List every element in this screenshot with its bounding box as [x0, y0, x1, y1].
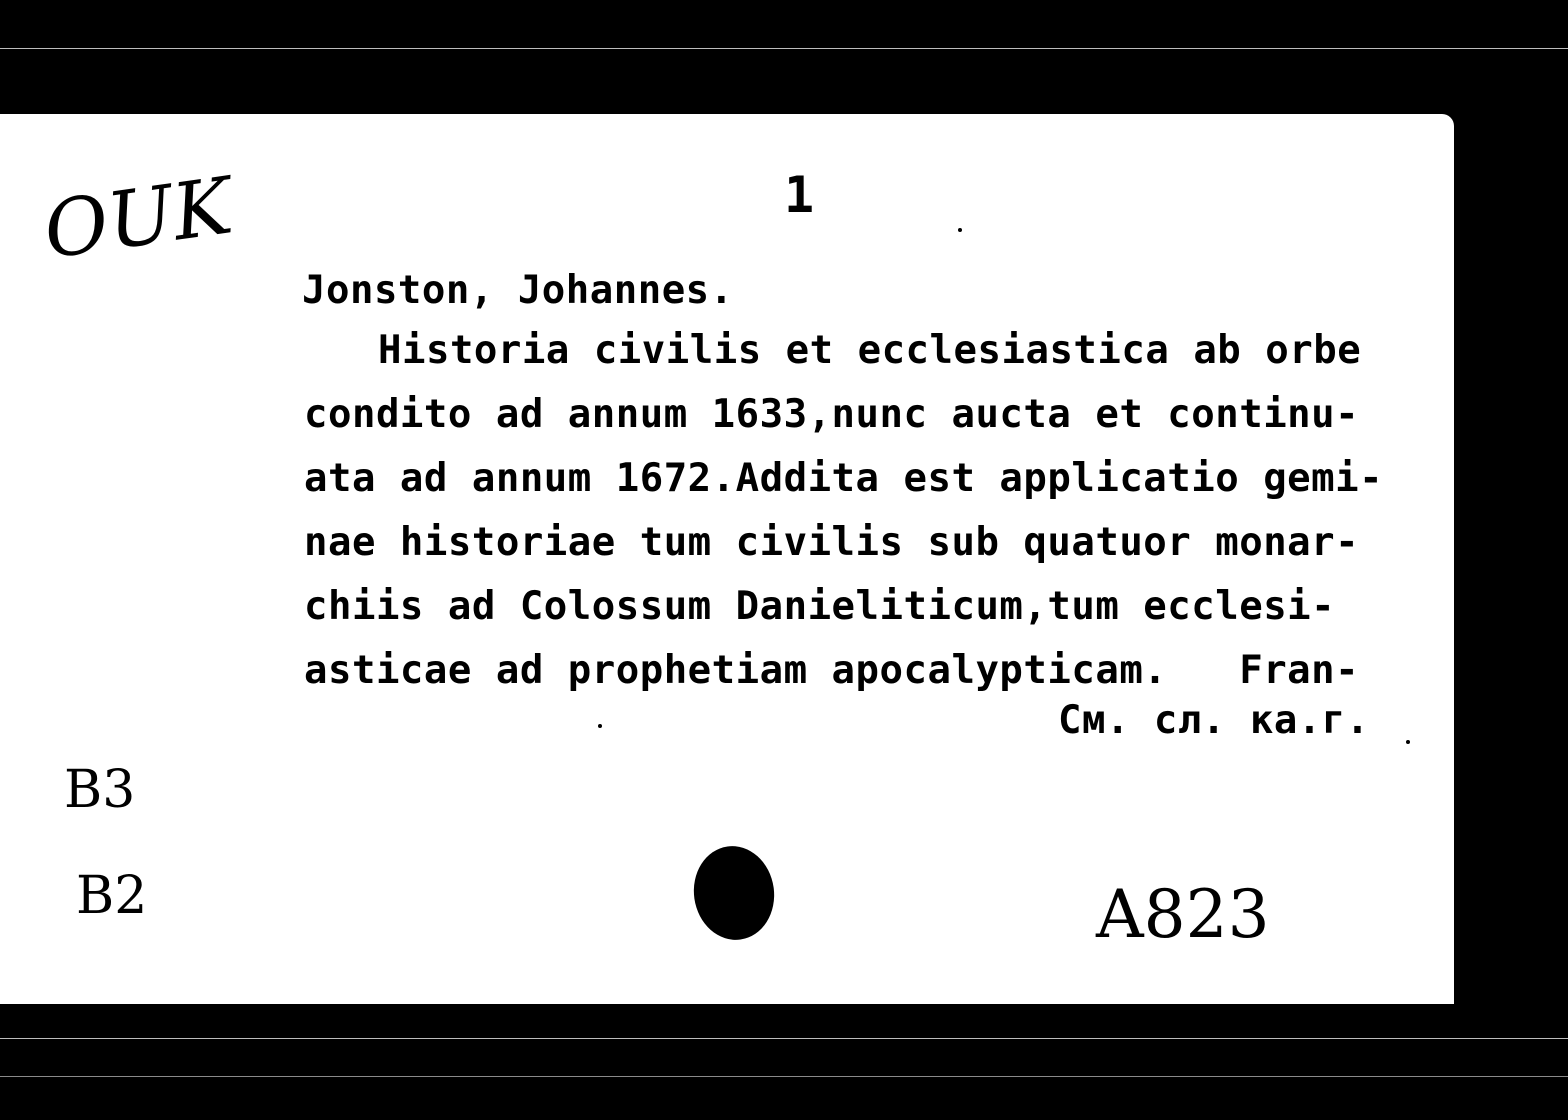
- title-line: chiis ad Colossum Danieliticum,tum ecclesi-: [304, 584, 1336, 629]
- title-line: Historia civilis et ecclesiastica ab orbe: [378, 328, 1362, 373]
- handwritten-shelf-mark: B2: [76, 866, 148, 926]
- title-line: nae historiae tum civilis sub quatuor monar-: [304, 520, 1360, 565]
- ink-speck: [1406, 740, 1410, 744]
- punch-hole: [688, 841, 780, 945]
- handwritten-location-code: OUK: [38, 161, 238, 277]
- handwritten-shelf-mark: B3: [64, 760, 136, 820]
- continuation-note: См. сл. ка.г.: [1058, 698, 1370, 743]
- title-line: asticae ad prophetiam apocalypticam. Fran-: [304, 648, 1360, 693]
- catalog-card: [0, 114, 1454, 1004]
- author-heading: Jonston, Johannes.: [302, 268, 734, 313]
- title-line: ata ad annum 1672.Addita est applicatio gemi-: [304, 456, 1384, 501]
- scan-border-bottom: [0, 1038, 1568, 1039]
- ink-speck: [598, 724, 602, 728]
- card-number: 1: [784, 166, 815, 224]
- title-line: condito ad annum 1633,nunc aucta et continu-: [304, 392, 1360, 437]
- ink-speck: [958, 228, 962, 232]
- handwritten-call-number: A823: [1096, 876, 1270, 953]
- scan-border-top: [0, 48, 1568, 49]
- scan-border-bottom-2: [0, 1076, 1568, 1077]
